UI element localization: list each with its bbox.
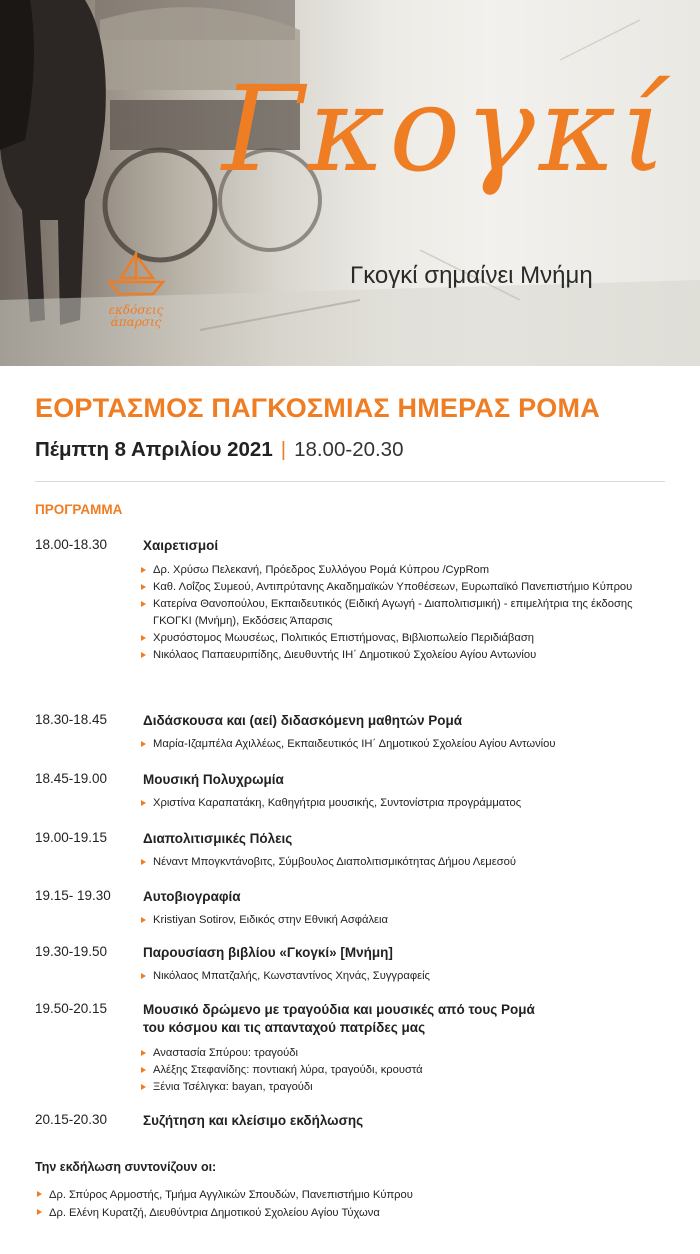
row-time: 19.15- 19.30	[35, 888, 111, 903]
hero-banner	[0, 0, 700, 366]
row-title: Μουσική Πολυχρωμία	[143, 772, 284, 787]
row-title: Χαιρετισμοί	[143, 538, 219, 553]
speaker-item: Νέναντ Μπογκντάνοβιτς, Σύμβουλος Διαπολιτισμικότητας Δήμου Λεμεσού	[139, 854, 639, 871]
event-title: ΕΟΡΤΑΣΜΟΣ ΠΑΓΚΟΣΜΙΑΣ ΗΜΕΡΑΣ ΡΟΜΑ	[35, 393, 600, 423]
speaker-item: Χριστίνα Καραπατάκη, Καθηγήτρια μουσικής, Συντονίστρια προγράμματος	[139, 795, 639, 812]
date-separator: |	[280, 438, 287, 461]
row-title: Αυτοβιογραφία	[143, 889, 241, 904]
row-time: 20.15-20.30	[35, 1112, 108, 1127]
speaker-list	[139, 1045, 639, 1096]
row-title: Διδάσκουσα και (αεί) διδασκόμενη μαθητών Ρομά	[143, 713, 463, 728]
ship-icon	[101, 248, 171, 300]
speaker-item: Μαρία-Ιζαμπέλα Αχιλλέως, Εκπαιδευτικός ΙΗ΄ Δημοτικού Σχολείου Αγίου Αντωνίου	[139, 736, 639, 753]
row-title: Διαπολιτισμικές Πόλεις	[143, 831, 293, 846]
speaker-item: Kristiyan Sotirov, Ειδικός στην Εθνική Ασφάλεια	[139, 912, 639, 929]
speaker-item: Χρυσόστομος Μωυσέως, Πολιτικός Επιστήμονας, Βιβλιοπωλείο Περιδιάβαση	[139, 630, 639, 647]
speaker-item: Νικόλαος Παπαευριπίδης, Διευθυντής ΙΗ΄ Δημοτικού Σχολείου Αγίου Αντωνίου	[139, 647, 639, 664]
row-time: 18.30-18.45	[35, 712, 108, 727]
speaker-list	[139, 562, 639, 664]
speaker-list	[139, 968, 639, 985]
coordinators-list	[35, 1186, 635, 1222]
row-time: 19.00-19.15	[35, 830, 108, 845]
coordinator-item: Δρ. Σπύρος Αρμοστής, Τμήμα Αγγλικών Σπουδών, Πανεπιστήμιο Κύπρου	[35, 1186, 635, 1204]
book-title: Γκογκί	[222, 60, 671, 198]
speaker-list	[139, 795, 639, 812]
speaker-item: Ξένια Τσέλιγκα: bayan, τραγούδι	[139, 1079, 639, 1096]
speaker-item: Καθ. Λοΐζος Συμεού, Αντιπρύτανης Ακαδημαϊκών Υποθέσεων, Ευρωπαϊκό Πανεπιστήμιο Κύπρου	[139, 579, 639, 596]
speaker-item: Νικόλαος Μπατζαλής, Κωνσταντίνος Χηνάς, Συγγραφείς	[139, 968, 639, 985]
speaker-item: Αναστασία Σπύρου: τραγούδι	[139, 1045, 639, 1062]
row-time: 19.30-19.50	[35, 944, 108, 959]
publisher-name-line2: άπαρσις	[110, 315, 162, 329]
book-subtitle: Γκογκί σημαίνει Μνήμη	[350, 262, 593, 289]
row-time: 19.50-20.15	[35, 1001, 108, 1016]
event-time: 18.00-20.30	[294, 438, 404, 461]
event-date: Πέμπτη 8 Απριλίου 2021	[35, 438, 273, 461]
program-heading: ΠΡΟΓΡΑΜΜΑ	[35, 502, 123, 517]
speaker-item: Αλέξης Στεφανίδης: ποντιακή λύρα, τραγούδι, κρουστά	[139, 1062, 639, 1079]
speaker-list	[139, 912, 639, 929]
speaker-item: Κατερίνα Θανοπούλου, Εκπαιδευτικός (Ειδική Αγωγή - Διαπολιτισμική) - επιμελήτρια της έκδοσης ΓΚΟΓΚΙ (Μνήμη), Εκδόσεις Άπαρσις	[139, 596, 639, 630]
publisher-logo	[96, 248, 176, 328]
speaker-list	[139, 736, 639, 753]
row-title: Μουσικό δρώμενο με τραγούδια και μουσικές από τους Ρομά του κόσμου και τις απανταχού πατρίδες μας	[143, 1002, 535, 1035]
row-time: 18.00-18.30	[35, 537, 108, 552]
publisher-name-line1: εκδόσεις	[108, 303, 164, 317]
speaker-list	[139, 854, 639, 871]
divider	[35, 481, 665, 482]
row-title: Συζήτηση και κλείσιμο εκδήλωσης	[143, 1113, 364, 1128]
row-time: 18.45-19.00	[35, 771, 108, 786]
event-date-line	[35, 438, 404, 462]
speaker-item: Δρ. Χρύσω Πελεκανή, Πρόεδρος Συλλόγου Ρομά Κύπρου /CypRom	[139, 562, 639, 579]
coordinators-heading: Την εκδήλωση συντονίζουν οι:	[35, 1160, 217, 1174]
coordinator-item: Δρ. Ελένη Κυρατζή, Διευθύντρια Δημοτικού Σχολείου Αγίου Τύχωνα	[35, 1204, 635, 1222]
row-title: Παρουσίαση βιβλίου «Γκογκί» [Μνήμη]	[143, 945, 393, 960]
